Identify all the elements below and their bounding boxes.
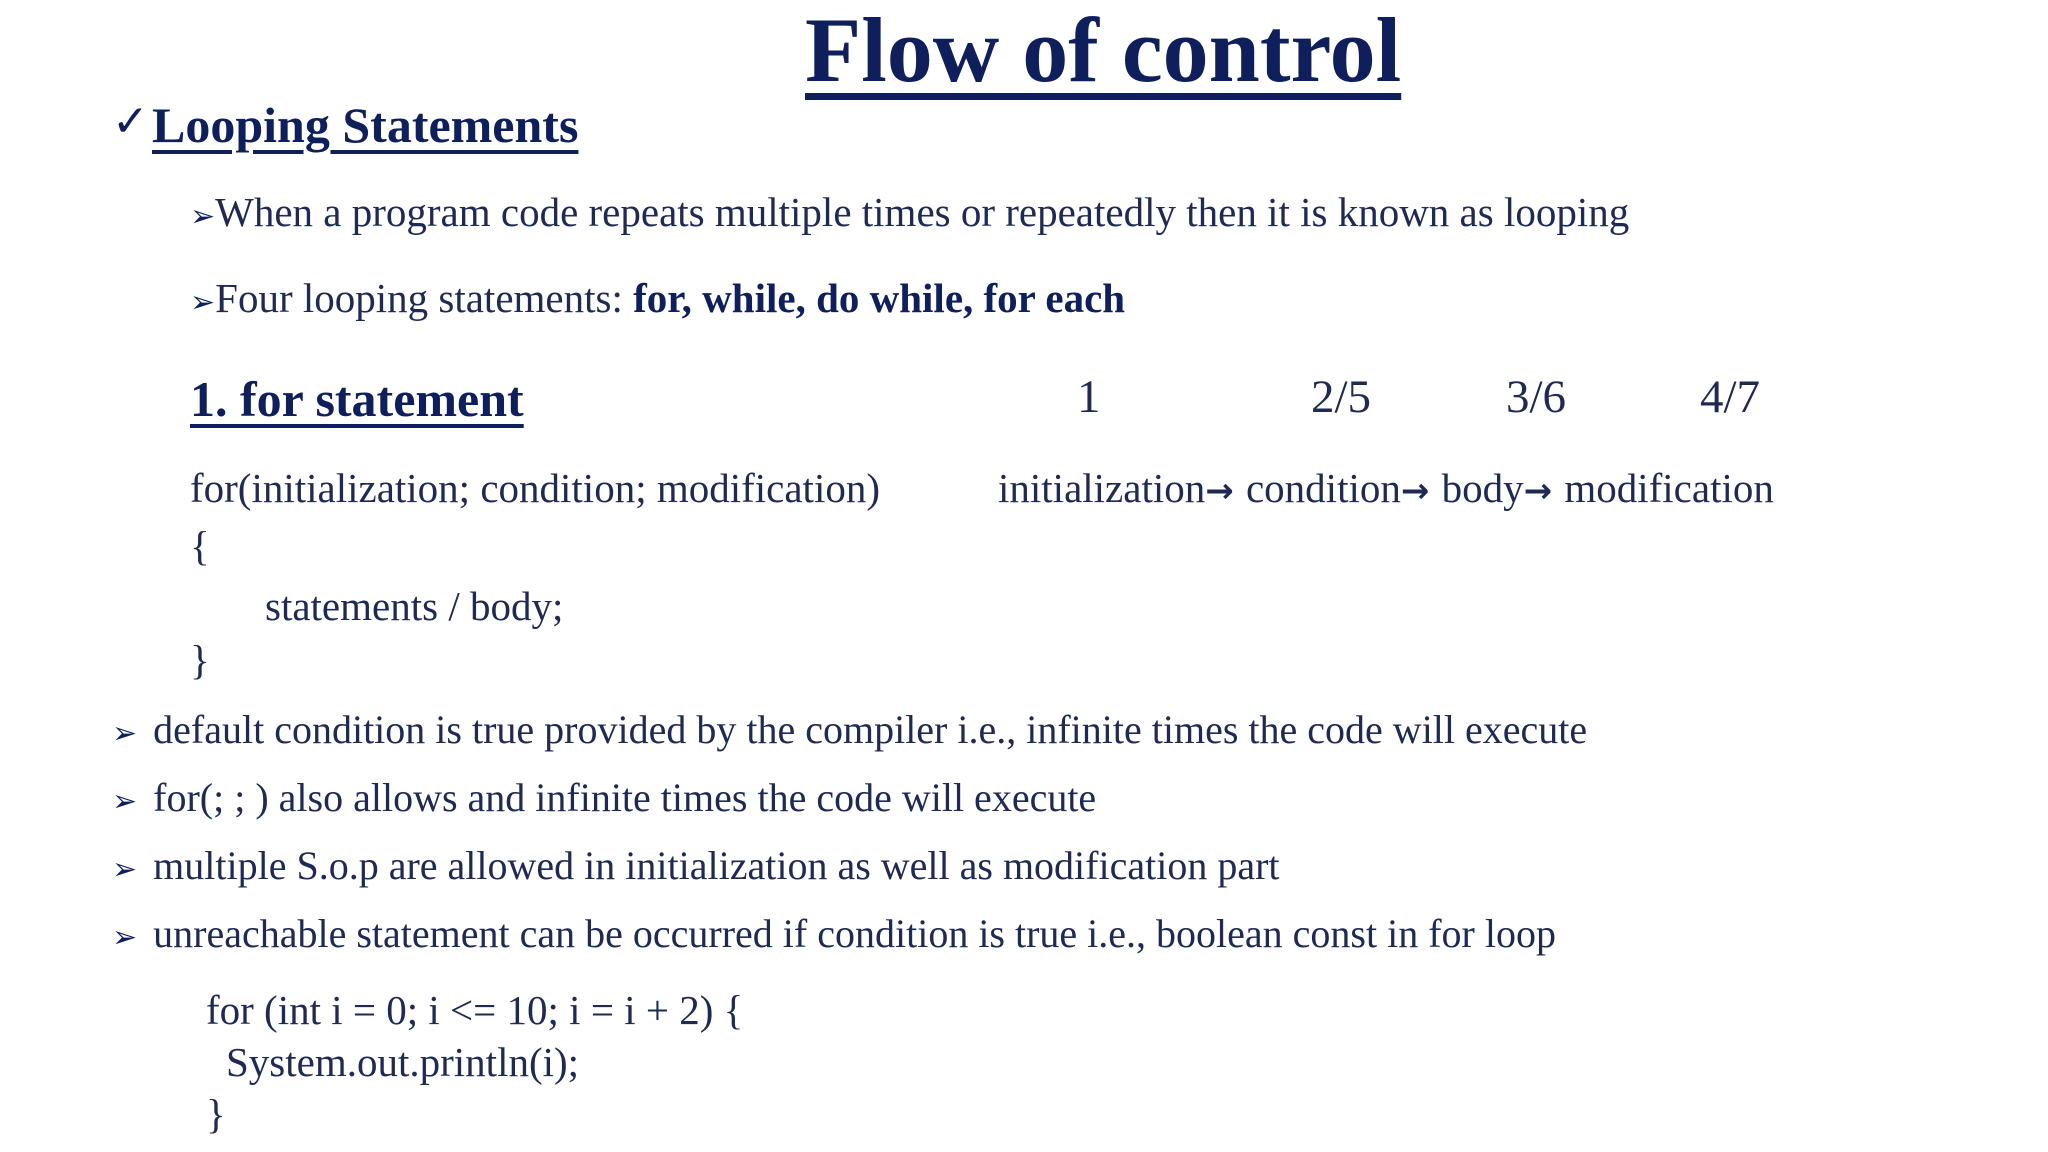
right-arrow-icon: →: [1205, 471, 1234, 511]
example-code-line: for (int i = 0; i <= 10; i = i + 2) {: [206, 987, 744, 1033]
arrow-bullet-icon: ➢: [112, 920, 138, 955]
rule-text: unreachable statement can be occurred if condition is true i.e., boolean const in for loop: [153, 911, 1556, 956]
rule-text: default condition is true provided by the compiler i.e., infinite times the code will execute: [153, 707, 1588, 752]
section-heading: Looping Statements: [152, 97, 579, 153]
arrow-bullet-icon: ➢: [112, 852, 138, 887]
rule-text: for(; ; ) also allows and infinite times the code will execute: [153, 775, 1097, 820]
order-number: 2/5: [1311, 371, 1372, 423]
rule-item: [112, 707, 1588, 752]
rule-text: multiple S.o.p are allowed in initialization as well as modification part: [153, 843, 1280, 888]
arrow-bullet-icon: ➢: [190, 199, 216, 234]
arrow-bullet-icon: ➢: [112, 716, 138, 751]
arrow-bullet-icon: ➢: [190, 285, 216, 320]
bullet-text: When a program code repeats multiple times or repeatedly then it is known as looping: [215, 189, 1630, 235]
checkmark-icon: ✓: [112, 96, 149, 147]
example-code-line: }: [206, 1091, 226, 1137]
page-title: Flow of control: [805, 0, 1402, 101]
rule-item: [112, 843, 1280, 888]
open-brace: {: [190, 523, 210, 569]
flow-step: initialization: [998, 465, 1206, 511]
execution-flow: [998, 465, 1774, 511]
bullet-point-looping-definition: [190, 189, 1630, 235]
bullet-text: Four looping statements:: [215, 275, 634, 321]
rule-item: [112, 775, 1097, 820]
arrow-bullet-icon: ➢: [112, 784, 138, 819]
right-arrow-icon: →: [1523, 471, 1553, 511]
flow-step: condition: [1245, 465, 1401, 511]
rule-item: [112, 911, 1556, 956]
flow-step: body: [1441, 465, 1524, 511]
for-syntax-line: for(initialization; condition; modification): [190, 465, 880, 511]
order-number: 4/7: [1700, 371, 1761, 423]
order-number: 3/6: [1506, 371, 1567, 423]
close-brace: }: [190, 637, 210, 683]
bullet-point-loop-types: [190, 275, 1126, 321]
loop-types-list: for, while, do while, for each: [633, 275, 1126, 321]
example-code-line: System.out.println(i);: [226, 1039, 580, 1085]
for-body-line: statements / body;: [265, 583, 564, 629]
right-arrow-icon: →: [1400, 471, 1430, 511]
order-number: 1: [1077, 371, 1101, 423]
flow-step: modification: [1564, 465, 1774, 511]
for-statement-heading: 1. for statement: [190, 371, 524, 427]
